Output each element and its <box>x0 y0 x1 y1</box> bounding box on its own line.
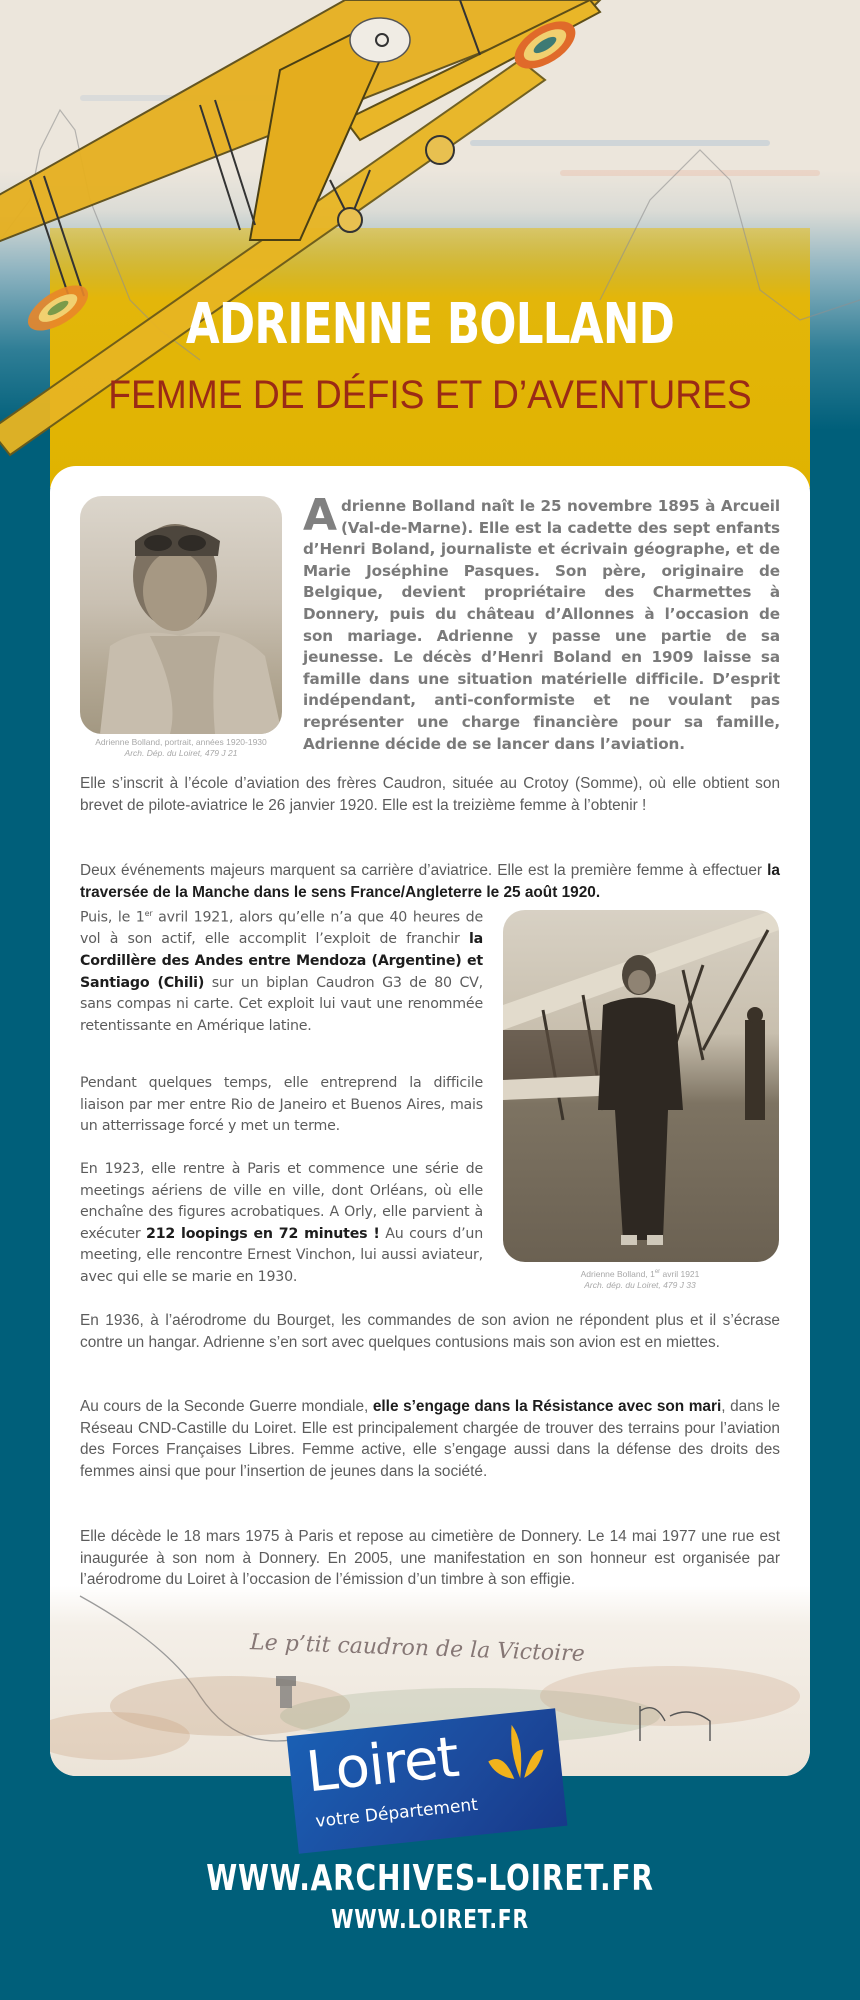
paragraph-resistance <box>80 1396 780 1482</box>
portrait-caption-text: Adrienne Bolland, portrait, années 1920-1930 <box>95 737 267 747</box>
paragraph-andes-text-b: avril 1921, alors qu’elle n’a que 40 heures de vol à son actif, elle accomplit l’exploit de franchir <box>80 909 484 948</box>
portrait-source: Arch. Dép. du Loiret, 479 J 21 <box>124 748 238 758</box>
intro-paragraph <box>303 490 780 755</box>
drawing-inscription: Le p’tit caudron de la Victoire <box>249 1630 586 1667</box>
aviatrix-photo-source: Arch. dép. du Loiret, 479 J 33 <box>584 1279 696 1290</box>
aviatrix-caption-sup: er <box>654 1269 661 1275</box>
paragraph-events-highlight: la traversée de la Manche dans le sens France/Angleterre le 25 août 1920. <box>80 862 780 901</box>
portrait-caption <box>72 737 290 759</box>
logo-name: Loiret <box>303 1724 462 1806</box>
paragraph-resistance-text-c: , dans le Réseau CND-Castille du Loiret. Elle est principalement chargée de trouver des terrains pour l’aviation des Forces Françaises Libres. Femme active, elle s’engage aussi dans la défense des droits des femmes ainsi que pour l’insertion de jeunes dans la société. <box>80 1398 781 1480</box>
paragraph-rio: Pendant quelques temps, elle entreprend la difficile liaison par mer entre Rio de Janeiro et Buenos Aires, mais un atterrissage forcé y met un terme. <box>80 1075 483 1135</box>
paragraph-loopings-text-a: En 1923, elle rentre à Paris et commence une série de meetings aériens de ville en ville, dont Orléans, où elle enchaîne des figures acrobatiques. A Orly, elle parvient à exécuter <box>80 1161 483 1242</box>
paragraph-loopings-text-c: Au cours d’un meeting, elle rencontre Ernest Vinchon, lui aussi aviateur, avec qui elle se marie en 1930. <box>80 1225 484 1285</box>
aviatrix-photo <box>503 910 779 1262</box>
archives-url-link[interactable]: WWW.ARCHIVES-LOIRET.FR <box>206 1858 654 1899</box>
intro-text: drienne Bolland naît le 25 novembre 1895 à Arcueil (Val-de-Marne). Elle est la cadette des sept enfants d’Henri Boland, journaliste et écrivain géographe, et de Marie Joséphine Pasques. Son père, originaire de Belgique, devient propriétaire des Charmettes à Donnery, puis du château d’Allonnes à l’occasion de son mariage. Adrienne y passe une partie de sa jeunesse. Le décès d’Henri Boland en 1909 laisse sa famille dans une situation matérielle difficile. D’esprit indépendant, anti-conformiste et ne voulant pas représenter une charge financière pour sa famille, Adrienne décide de se lancer dans l’aviation. <box>303 497 780 753</box>
page-title: ADRIENNE BOLLAND <box>185 292 675 357</box>
paragraph-resistance-highlight: elle s’engage dans la Résistance avec son mari <box>372 1398 722 1415</box>
portrait-photo-icon <box>80 496 282 734</box>
portrait-photo <box>80 496 282 734</box>
paragraph-andes-sup: er <box>144 909 153 918</box>
paragraph-resistance-text-a: Au cours de la Seconde Guerre mondiale, <box>80 1398 373 1415</box>
paragraph-brevet: Elle s’inscrit à l’école d’aviation des frères Caudron, située au Crotoy (Somme), où elle obtient son brevet de pilote-aviatrice le 26 janvier 1920. Elle est la treizième femme à l’obtenir ! <box>80 775 780 814</box>
paragraph-events-text: Deux événements majeurs marquent sa carrière d’aviatrice. Elle est la première femme à effectuer <box>80 862 768 879</box>
paragraph-events <box>80 860 780 903</box>
paragraph-bourget: En 1936, à l’aérodrome du Bourget, les commandes de son avion ne répondent plus et il s’écrase contre un hangar. Adrienne s’en sort avec quelques contusions mais son avion est en miettes. <box>80 1312 780 1351</box>
paragraph-andes-text-d: sur un biplan Caudron G3 de 80 CV, sans compas ni carte. Cet exploit lui vaut une renommée retentissante en Amérique latine. <box>80 974 483 1034</box>
paragraph-loopings-highlight: 212 loopings en 72 minutes ! <box>146 1225 380 1242</box>
paragraph-andes-text-a: Puis, le 1 <box>80 909 145 926</box>
paragraph-andes-highlight: la Cordillère des Andes entre Mendoza (Argentine) et Santiago (Chili) <box>80 931 483 991</box>
aviatrix-photo-caption <box>540 1267 740 1291</box>
aviatrix-caption-text-b: avril 1921 <box>660 1268 700 1279</box>
dropcap: A <box>303 490 337 541</box>
aviatrix-caption-text-a: Adrienne Bolland, 1 <box>580 1268 655 1279</box>
paragraph-loopings <box>80 1159 483 1289</box>
aviatrix-with-biplane-photo-icon <box>503 910 779 1262</box>
page-subtitle: FEMME DE DÉFIS ET D’AVENTURES <box>108 373 752 417</box>
paragraph-legacy: Elle décède le 18 mars 1975 à Paris et repose au cimetière de Donnery. Le 14 mai 1977 une rue est inaugurée à son nom à Donnery. En 2005, une manifestation en son honneur est organisée par l’aérodrome du Loiret à l’occasion de l’émission d’un timbre à son effigie. <box>80 1528 780 1589</box>
fleur-de-lis-icon <box>476 1717 553 1794</box>
logo-tagline: votre Département <box>314 1794 479 1832</box>
loiret-url-link[interactable]: WWW.LOIRET.FR <box>331 1905 529 1935</box>
paragraph-andes <box>80 903 483 1037</box>
